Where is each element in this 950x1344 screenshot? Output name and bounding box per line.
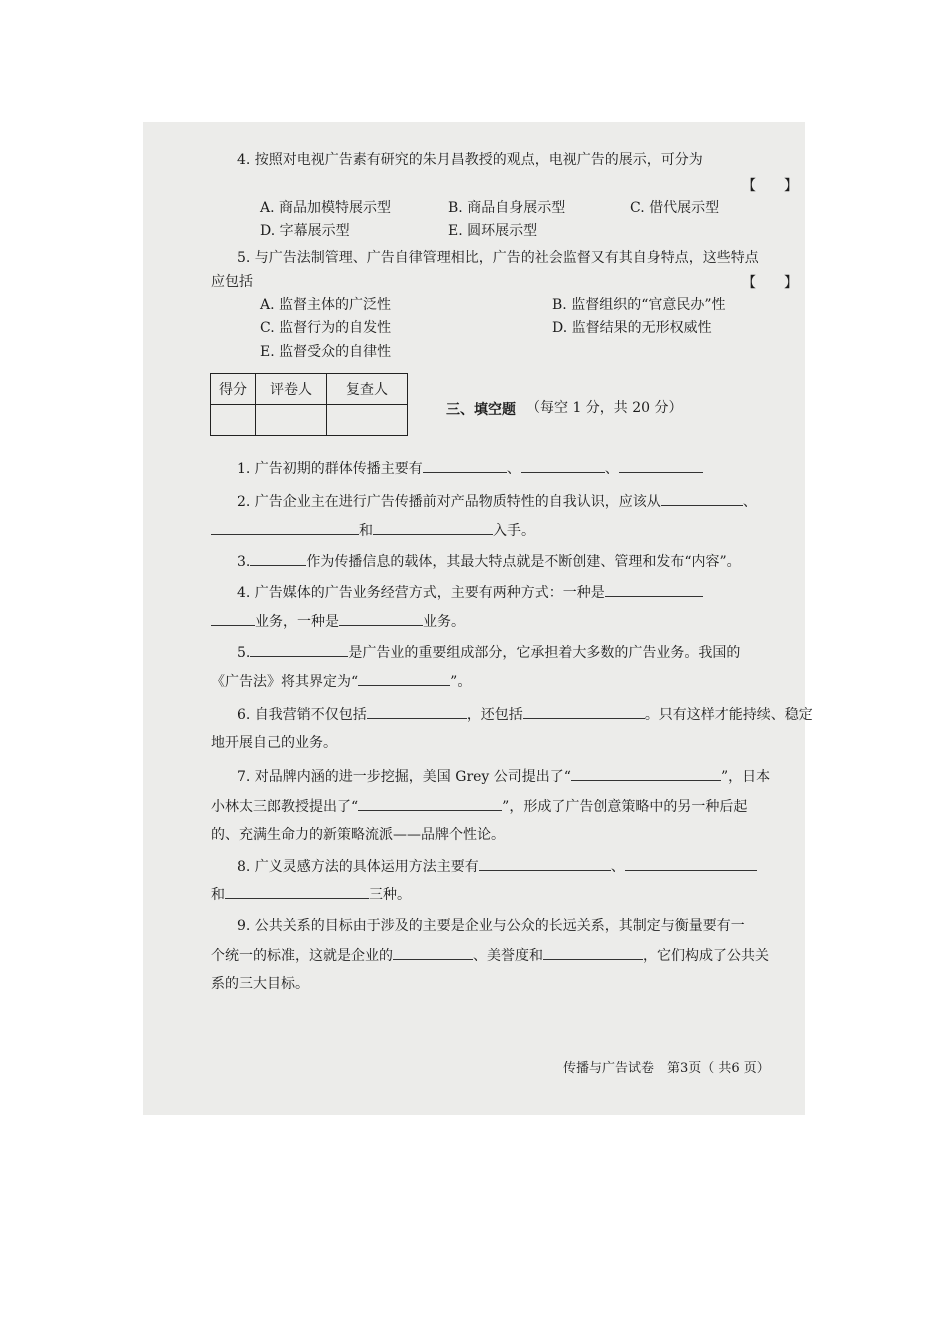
section-note: （每空 1 分，共 20 分）: [526, 400, 683, 416]
fill-q6-line1: 6. 自我营销不仅包括 ，还包括 。只有这样才能持续、稳定: [237, 704, 813, 725]
q5-option-c: C. 监督行为的自发性: [260, 320, 392, 336]
blank[interactable]: [625, 856, 757, 871]
fill-q7-line3: 的、充满生命力的新策略流派——品牌个性论。: [211, 827, 505, 843]
fill-q9-line3: 系的三大目标。: [211, 976, 309, 992]
fill-q7-line1: 7. 对品牌内涵的进一步挖掘，美国 Grey 公司提出了“ ”，日本: [237, 766, 770, 787]
fill-q9-line1: 9. 公共关系的目标由于涉及的主要是企业与公众的长远关系，其制定与衡量要有一: [237, 918, 745, 934]
page-footer: 传播与广告试卷 第3页（ 共6 页）: [563, 1061, 770, 1076]
q4-option-b: B. 商品自身展示型: [448, 200, 566, 216]
fill-q2-line1: 2. 广告企业主在进行广告传播前对产品物质特性的自我认识，应该从 、: [237, 491, 757, 512]
fill-q8-line2: 和 三种。: [211, 884, 411, 905]
q4-option-d: D. 字幕展示型: [260, 223, 350, 239]
fill-q4-line1: 4. 广告媒体的广告业务经营方式，主要有两种方式：一种是: [237, 582, 703, 603]
grader-cell[interactable]: [256, 405, 327, 436]
blank[interactable]: [358, 796, 502, 811]
q4-option-e: E. 圆环展示型: [448, 223, 538, 239]
fill-q1: 1. 广告初期的群体传播主要有 、 、: [237, 458, 703, 479]
fill-q6-line2: 地开展自己的业务。: [211, 735, 337, 751]
blank[interactable]: [373, 520, 493, 535]
blank[interactable]: [339, 611, 423, 626]
grader-header: 评卷人: [256, 374, 327, 405]
blank[interactable]: [543, 945, 643, 960]
fill-q3: 3. 作为传播信息的载体，其最大特点就是不断创建、管理和发布“内容”。: [237, 551, 741, 572]
q4-stem: 4. 按照对电视广告素有研究的朱月昌教授的观点，电视广告的展示，可分为: [237, 152, 703, 168]
fill-q2-line2: 和 入手。: [211, 520, 535, 541]
blank[interactable]: [211, 611, 255, 626]
q4-option-a: A. 商品加模特展示型: [260, 200, 392, 216]
q5-option-d: D. 监督结果的无形权威性: [552, 320, 712, 336]
q5-option-a: A. 监督主体的广泛性: [260, 297, 392, 313]
blank[interactable]: [619, 458, 703, 473]
fill-q9-line2: 个统一的标准，这就是企业的 、美誉度和 ，它们构成了公共关: [211, 945, 769, 966]
blank[interactable]: [211, 520, 359, 535]
reviewer-cell[interactable]: [327, 405, 408, 436]
blank[interactable]: [605, 582, 703, 597]
blank[interactable]: [571, 766, 721, 781]
blank[interactable]: [479, 856, 611, 871]
blank[interactable]: [661, 491, 743, 506]
q5-option-b: B. 监督组织的“官意民办”性: [552, 297, 726, 313]
blank[interactable]: [358, 671, 450, 686]
q4-answer-bracket: 【 】: [742, 178, 798, 194]
q5-stem-line2: 应包括: [211, 274, 253, 290]
q4-option-c: C. 借代展示型: [630, 200, 720, 216]
score-table: [210, 373, 408, 436]
blank[interactable]: [250, 642, 348, 657]
blank[interactable]: [521, 458, 605, 473]
blank[interactable]: [393, 945, 473, 960]
section-title: 三、填空题: [446, 402, 516, 418]
blank[interactable]: [250, 551, 306, 566]
q5-option-e: E. 监督受众的自律性: [260, 344, 392, 360]
fill-q5-line1: 5. 是广告业的重要组成部分，它承担着大多数的广告业务。我国的: [237, 642, 740, 663]
reviewer-header: 复查人: [327, 374, 408, 405]
score-cell[interactable]: [211, 405, 256, 436]
fill-q8-line1: 8. 广义灵感方法的具体运用方法主要有 、: [237, 856, 757, 877]
score-header: 得分: [211, 374, 256, 405]
fill-q4-line2: 业务，一种是 业务。: [211, 611, 465, 632]
q5-stem-line1: 5. 与广告法制管理、广告自律管理相比，广告的社会监督又有其自身特点，这些特点: [237, 250, 759, 266]
fill-q5-line2: 《广告法》将其界定为“ ”。: [211, 671, 471, 692]
blank[interactable]: [523, 704, 645, 719]
blank[interactable]: [225, 884, 369, 899]
blank[interactable]: [367, 704, 467, 719]
fill-q7-line2: 小林太三郎教授提出了“ ”，形成了广告创意策略中的另一种后起: [211, 796, 747, 817]
q5-answer-bracket: 【 】: [742, 275, 798, 291]
blank[interactable]: [423, 458, 507, 473]
